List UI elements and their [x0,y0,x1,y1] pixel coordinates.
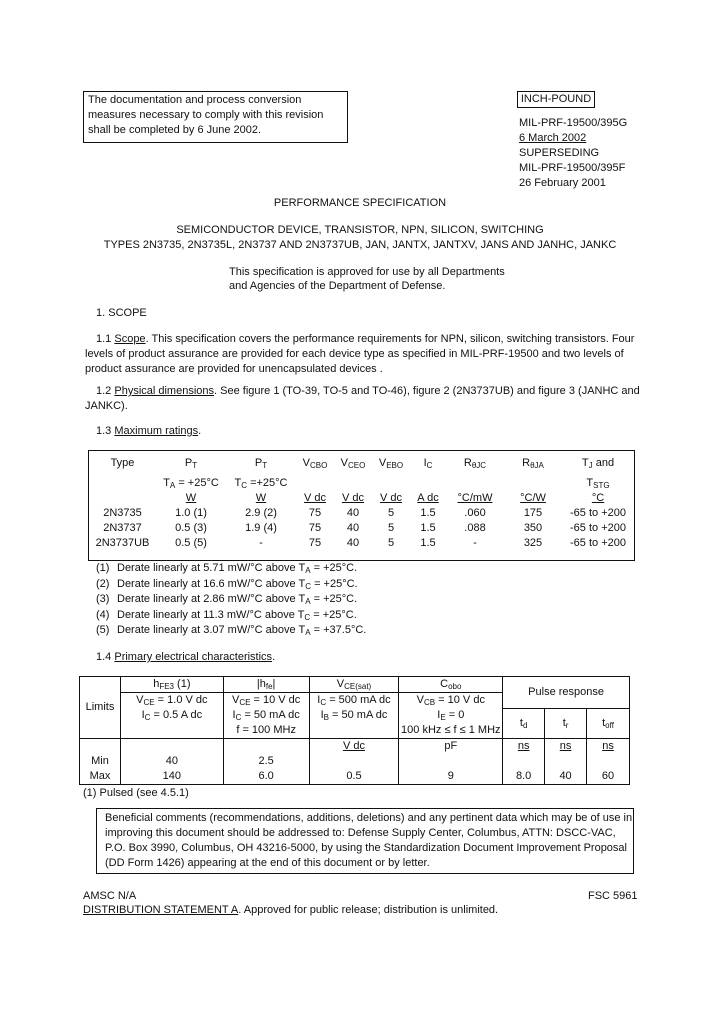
note-line: (1) Derate linearly at 5.71 mW/°C above $T_A = +25^\circ C$. [96,562,358,575]
spec-date: 6 March 2002 [519,132,587,144]
tr-header: $t_r$ [545,708,587,739]
notice-line: shall be completed by 6 June 2002. [88,124,262,136]
distribution-statement: DISTRIBUTION STATEMENT A. Approved for public release; distribution is unlimited. [83,904,499,916]
section-text: levels of product assurance are provided for each device type as specified in MIL-PRF-19500 and two levels of [85,348,624,360]
unit-cell: °C [591,492,605,504]
unit-cell: V dc [303,492,326,504]
section-number: 1.4 [96,651,112,663]
section-number: 1.3 [96,425,112,437]
table-row-min: Min 40 2.5 [80,754,630,769]
section-1-3: 1.3 Maximum ratings. [96,425,202,437]
document-title: PERFORMANCE SPECIFICATION [273,197,447,209]
unit-cell [89,491,156,506]
unit-cell: W [255,492,267,504]
col-header-pt: $P_T$ [184,457,198,470]
section-number: 1.2 [96,385,112,397]
unit-cell: pF [399,739,503,755]
table-row: 2N3737 0.5 (3) 1.9 (4) 75 40 5 1.5 .088 350 -65 to +200 [103,522,626,534]
notice-line: The documentation and process conversion [88,94,302,106]
note-line: (5) Derate linearly at 3.07 mW/°C above $T_A = +37.5^\circ C$. [96,624,367,637]
col-header-rthja: $R_{\theta JA}$ [522,457,544,470]
comments-line: P.O. Box 3990, Columbus, OH 43216-5000, by using the Standardization Document Improvement Proposal [105,842,627,854]
col-header-vcbo: $V_{CBO}$ [302,457,328,470]
cobo-header: $C_{obo}$ [399,677,503,693]
max-ratings-table [88,450,635,561]
subtitle-line-2: TYPES 2N3735, 2N3735L, 2N3737 AND 2N3737UB, JAN, JANTX, JANTXV, JANS AND JANHC, JANKC [103,239,617,251]
unit-cell: V dc [309,739,399,755]
inch-pound-badge: INCH-POUND [517,91,595,108]
pulse-response-header: Pulse response [528,685,604,698]
approval-line-1: This specification is approved for use by all Departments [229,266,505,278]
section-title: Scope [114,333,146,345]
old-spec-date: 26 February 2001 [519,177,606,189]
table-row: 2N3735 1.0 (1) 2.9 (2) 75 40 5 1.5 .060 175 -65 to +200 [103,507,626,519]
superseding-label: SUPERSEDING [519,147,600,159]
cond-cell: $I_C = 50$ mA dc [223,708,309,723]
pulsed-note: (1) Pulsed (see 4.5.1) [83,787,189,799]
vce-sat-header: $V_{CE(sat)}$ [309,677,399,693]
cond-cell: $V_{CE} = 10$ V dc [223,693,309,709]
unit-cell: °C/W [520,492,546,504]
cond-cell: $V_{CB} = 10$ V dc [399,693,503,709]
fsc-label: FSC 5961 [588,890,638,902]
section-1-1 [85,332,645,377]
comments-line: improving this document should be addressed to: Defense Supply Center, Columbus, ATTN: DSCC-VAC, [105,827,616,839]
cond-cell: f = 100 MHz [223,723,309,739]
col-header-vebo: $V_{EBO}$ [378,457,404,470]
note-line: (2) Derate linearly at 16.6 mW/°C above $T_C = +25^\circ C$. [96,577,358,591]
derating-notes [96,561,516,639]
hfe-small-header: $|h_{fe}|$ [223,677,309,693]
condition-tc: $T_C =+25^\circ C$ [234,477,288,490]
cond-cell: $I_E = 0$ [399,708,503,723]
unit-cell: V dc [341,492,364,504]
col-header-ic: $I_C$ [423,457,433,470]
old-spec-number: MIL-PRF-19500/395F [519,162,626,174]
cond-cell: 100 kHz ≤ f ≤ 1 MHz [399,723,503,739]
unit-cell: °C/mW [457,492,493,504]
subtitle-line-1: SEMICONDUCTOR DEVICE, TRANSISTOR, NPN, SILICON, SWITCHING [176,224,544,236]
condition-ta: $T_A = +25^\circ C$ [163,477,219,490]
col-header-type: Type [110,457,135,469]
hfe-header: $h_{FE3}$ (1) [120,677,223,693]
comments-line: Beneficial comments (recommendations, additions, deletions) and any pertinent data which may be of use in [105,812,633,824]
note-line: (3) Derate linearly at 2.86 mW/°C above $T_A = +25^\circ C$. [96,593,358,606]
unit-cell: A dc [417,492,439,504]
table-row: 2N3737UB 0.5 (5) - 75 40 5 1.5 - 325 -65 to +200 [95,537,626,549]
section-1-2 [85,384,645,414]
td-header: $t_d$ [503,708,545,739]
cond-cell: $I_B = 50$ mA dc [309,708,399,723]
comments-box [96,808,634,874]
toff-header: $t_{off}$ [587,708,630,739]
comments-line: (DD Form 1426) appearing at the end of this document or by letter. [105,857,430,869]
section-1-4: 1.4 Primary electrical characteristics. [96,651,276,663]
amsc-label: AMSC N/A [83,890,137,902]
unit-cell: V dc [379,492,402,504]
section-text: . See figure 1 (TO-39, TO-5 and TO-46), figure 2 (2N3737UB) and figure 3 (JANHC and [214,385,640,397]
table-row-max: Max 140 6.0 0.5 9 8.0 40 60 [80,769,630,785]
section-text: JANKC). [85,400,128,412]
col-header-pt: $P_T$ [254,457,268,470]
unit-cell: ns [503,739,545,755]
unit-cell: ns [545,739,587,755]
notice-line: measures necessary to comply with this revision [88,109,324,121]
unit-cell: ns [602,740,614,752]
col-header-tstg: $T_{STG}$ [586,477,610,490]
col-header-vceo: $V_{CEO}$ [340,457,366,470]
col-header-tj: $T_J$ and [581,457,615,470]
scope-heading: 1. SCOPE [96,307,147,319]
limits-header: Limits [80,677,121,739]
col-header-rthjc: $R_{\theta JC}$ [463,457,487,470]
note-line: (4) Derate linearly at 11.3 mW/°C above $T_C = +25^\circ C$. [96,608,357,622]
cond-cell: $I_C = 0.5$ A dc [120,708,223,723]
electrical-table [79,676,630,785]
section-title: Physical dimensions [114,385,215,397]
spec-number: MIL-PRF-19500/395G [519,117,628,129]
section-title: Primary electrical characteristics [114,651,273,663]
section-number: 1.1 [96,333,112,345]
cond-cell: $V_{CE} = 1.0$ V dc [120,693,223,709]
spec-header [519,116,709,191]
notice-box [83,91,348,143]
cond-cell: $I_C = 500$ mA dc [309,693,399,709]
unit-cell: W [185,492,197,504]
approval-line-2: and Agencies of the Department of Defense. [229,280,446,292]
section-text: product assurance are provided for unencapsulated devices . [85,363,383,375]
section-title: Maximum ratings [114,425,199,437]
section-text: . This specification covers the performance requirements for NPN, silicon, switching transistors. Four [145,333,635,345]
